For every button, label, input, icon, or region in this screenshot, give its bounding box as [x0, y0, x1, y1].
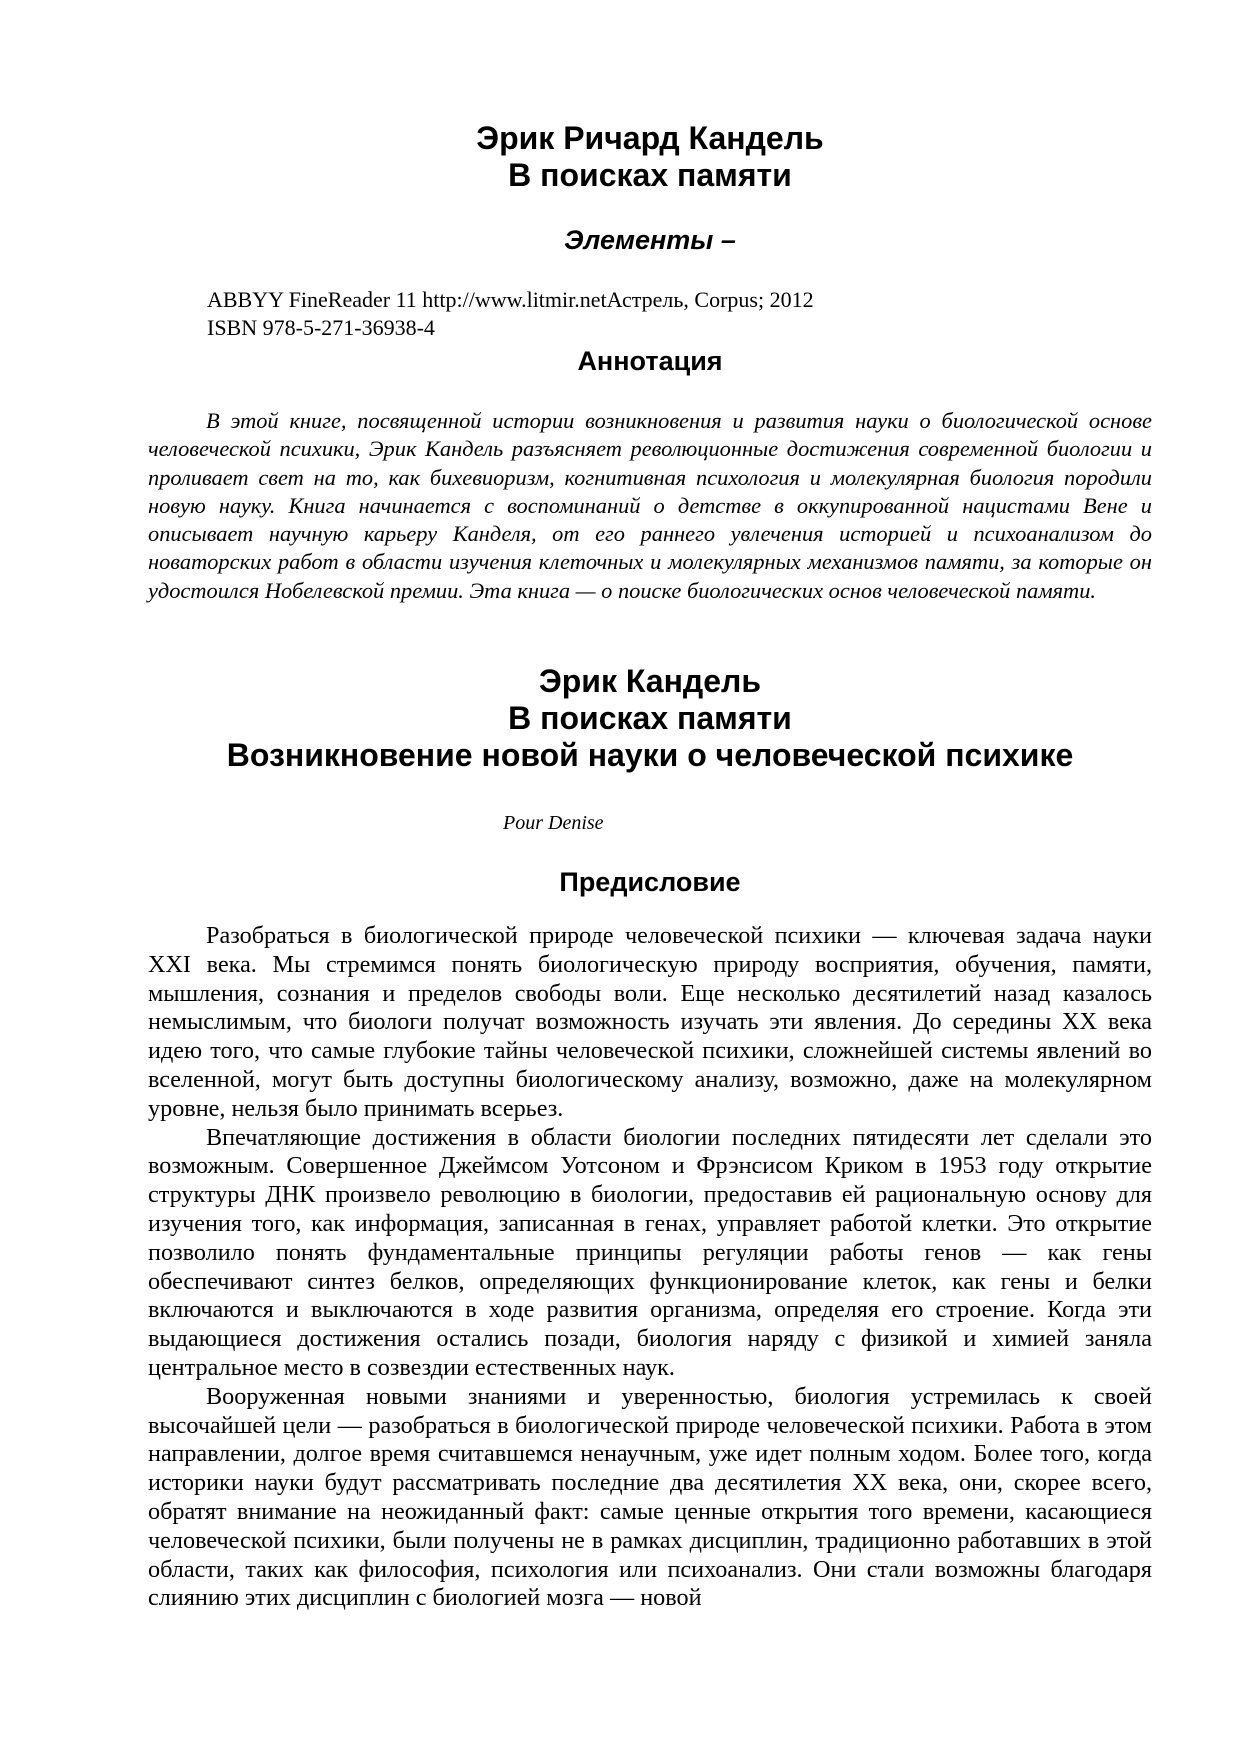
book-header-title: В поисках памяти [508, 700, 792, 736]
book-header-block [148, 663, 1152, 774]
preface-paragraph: Вооруженная новыми знаниями и уверенностью, биология устремилась к своей высочайшей цели — разобраться в биологической природе человеческой психики. Работа в этом направлении, долгое время считавшемся ненаучным, уже идет полным ходом. Более того, когда историки науки будут рассматривать последние два десятилетия XX века, они, скорее всего, обратят внимание на неожиданный факт: самые ценные открытия того времени, касающиеся человеческой психики, были получены не в рамках дисциплин, традиционно работавших в этой области, таких как философия, психология или психоанализ. Они стали возможны благодаря слиянию этих дисциплин с биологией мозга — новой [148, 1382, 1152, 1612]
preface-body [148, 922, 1152, 1613]
document-page [148, 0, 1152, 1754]
annotation-text: В этой книге, посвященной истории возникновения и развития науки о биологической основе человеческой психики, Эрик Кандель разъясняет революционные достижения современной биологии и проливает свет на то, как бихевиоризм, когнитивная психология и молекулярная биология породили новую науку. Книга начинается с воспоминаний о детстве в оккупированной нацистами Вене и описывает научную карьеру Канделя, от его раннего увлечения историей и психоанализом до новаторских работ в области изучения клеточных и молекулярных механизмов памяти, за которые он удостоился Нобелевской премии. Эта книга — о поиске биологических основ человеческой памяти. [148, 408, 1152, 603]
annotation-heading: Аннотация [577, 346, 723, 376]
elements-heading: Элементы – [564, 225, 736, 255]
source-line: ABBYY FineReader 11 http://www.litmir.netАстрель, Corpus; 2012 [207, 287, 814, 312]
preface-paragraph: Впечатляющие достижения в области биологии последних пятидесяти лет сделали это возможным. Совершенное Джеймсом Уотсоном и Фрэнсисом Криком в 1953 году открытие структуры ДНК произвело революцию в биологии, предоставив ей рациональную основу для изучения того, как информация, записанная в генах, управляет работой клетки. Это открытие позволило понять фундаментальные принципы регуляции работы генов — как гены обеспечивают синтез белков, определяющих функционирование клеток, как гены и белки включаются и выключаются в ходе развития организма, определяя его строение. Когда эти выдающиеся достижения остались позади, биология наряду с физикой и химией заняла центральное место в созвездии естественных наук. [148, 1123, 1152, 1381]
dedication: Pour Denise [503, 812, 604, 834]
book-title: В поисках памяти [508, 157, 792, 193]
publication-meta [207, 286, 814, 342]
book-subtitle: Возникновение новой науки о человеческой психике [226, 737, 1074, 773]
preface-paragraph: Разобраться в биологической природе человеческой психики — ключевая задача науки XXI века. Мы стремимся понять биологическую природу восприятия, обучения, памяти, мышления, сознания и пределов свободы воли. Еще несколько десятилетий назад казалось немыслимым, что биологи получат возможность изучать эти явления. До середины XX века идею того, что самые глубокие тайны человеческой психики, сложнейшей системы явлений во вселенной, могут быть доступны биологическому анализу, возможно, даже на молекулярном уровне, нельзя было принимать всерьез. [148, 922, 1152, 1122]
author-name: Эрик Ричард Кандель [476, 120, 824, 156]
book-author: Эрик Кандель [538, 663, 762, 699]
document-title-block [148, 120, 1152, 194]
preface-heading: Предисловие [559, 867, 741, 897]
isbn-line: ISBN 978-5-271-36938-4 [207, 315, 435, 340]
